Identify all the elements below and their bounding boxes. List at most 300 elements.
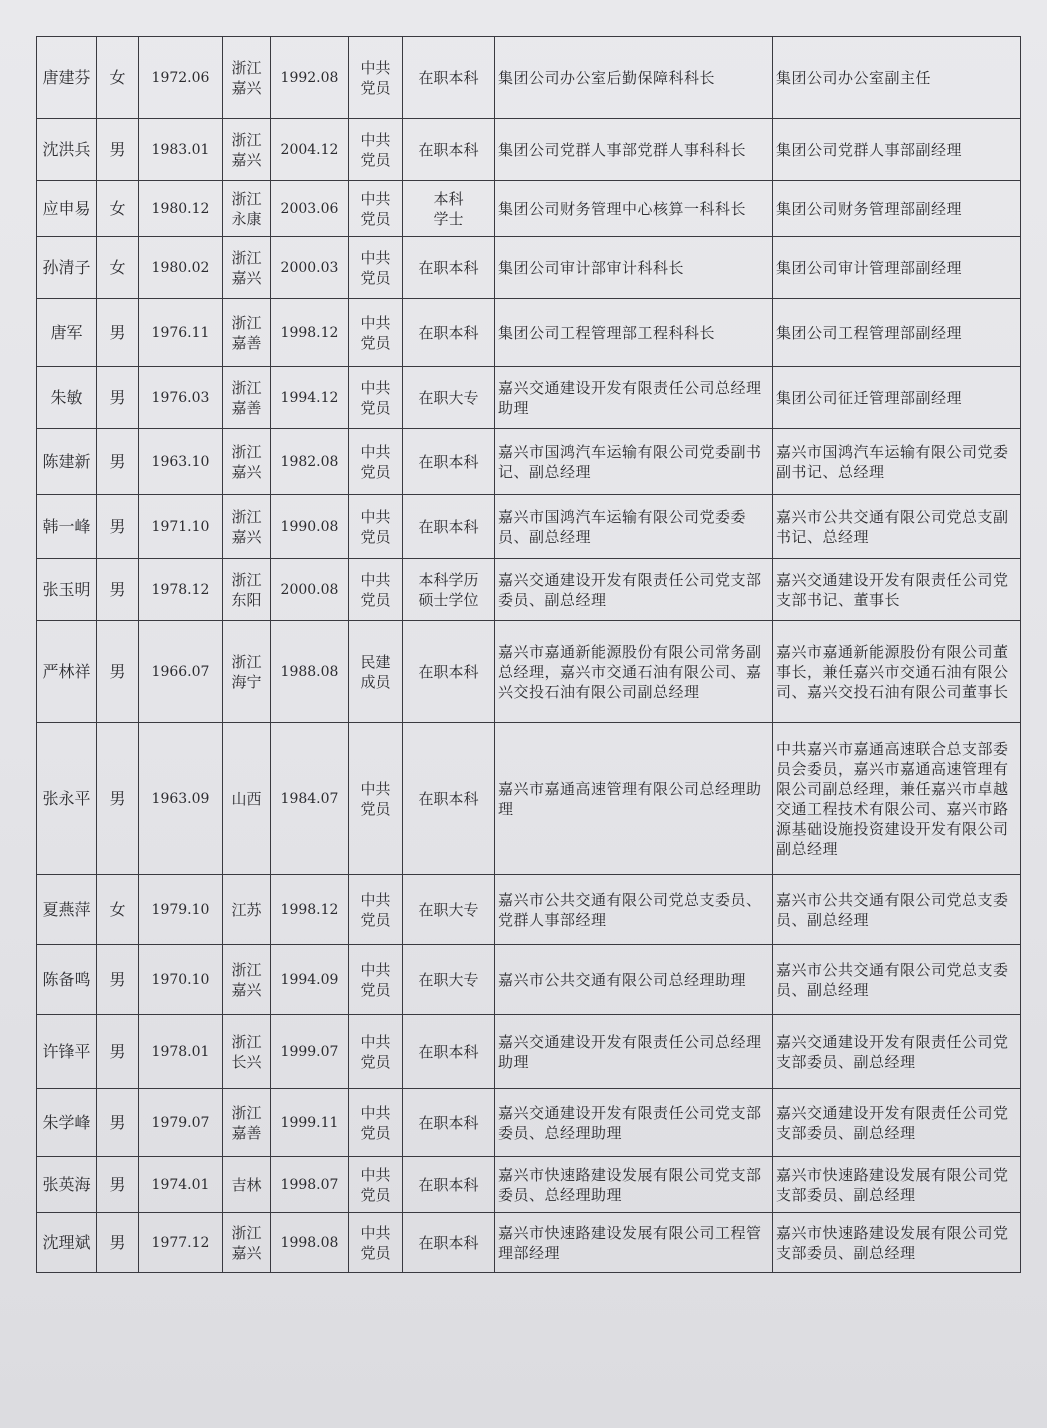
work-start-date-cell: [271, 429, 349, 495]
sex-text: 男: [109, 661, 126, 681]
proposed-position-cell: [773, 429, 1021, 495]
name-cell: [37, 181, 97, 237]
sex-text: 男: [109, 516, 126, 536]
work-start-date-text: 1998.08: [280, 1234, 339, 1251]
origin-cell: [223, 119, 271, 181]
sex-cell: [97, 559, 139, 621]
party-cell: [349, 621, 403, 723]
proposed-position-text: 嘉兴市快速路建设发展有限公司党支部委员、副总经理: [776, 1165, 1009, 1204]
education-cell: [403, 723, 495, 875]
sex-cell: [97, 495, 139, 559]
proposed-position-text: 集团公司审计管理部副经理: [776, 258, 963, 277]
proposed-position-text: 嘉兴市公共交通有限公司党总支委员、副总经理: [776, 960, 1009, 999]
sex-text: 男: [109, 969, 126, 989]
origin-text: 浙江 嘉兴: [231, 248, 262, 287]
origin-text: 浙江 嘉善: [231, 313, 262, 352]
work-start-date-cell: [271, 1015, 349, 1089]
table-row: [37, 181, 1021, 237]
origin-cell: [223, 1213, 271, 1273]
education-text: 在职本科: [418, 1113, 479, 1132]
origin-cell: [223, 181, 271, 237]
table-row: [37, 1157, 1021, 1213]
work-start-date-cell: [271, 367, 349, 429]
sex-cell: [97, 237, 139, 299]
current-position-cell: [495, 429, 773, 495]
birth-date-cell: [139, 299, 223, 367]
sex-cell: [97, 367, 139, 429]
education-cell: [403, 367, 495, 429]
table-row: [37, 621, 1021, 723]
education-text: 在职本科: [418, 1233, 479, 1252]
work-start-date-text: 1998.12: [280, 901, 339, 918]
sex-text: 男: [109, 139, 126, 159]
birth-date-text: 1963.10: [151, 453, 210, 470]
proposed-position-cell: [773, 1089, 1021, 1157]
origin-cell: [223, 723, 271, 875]
education-cell: [403, 495, 495, 559]
table-row: [37, 367, 1021, 429]
current-position-cell: [495, 1089, 773, 1157]
current-position-text: 集团公司财务管理中心核算一科科长: [498, 199, 747, 218]
party-cell: [349, 119, 403, 181]
work-start-date-text: 1988.08: [280, 663, 339, 680]
origin-cell: [223, 367, 271, 429]
current-position-cell: [495, 1157, 773, 1213]
birth-date-text: 1978.01: [151, 1043, 210, 1060]
origin-text: 浙江 长兴: [231, 1032, 262, 1071]
education-cell: [403, 299, 495, 367]
name-cell: [37, 367, 97, 429]
sex-cell: [97, 429, 139, 495]
education-cell: [403, 1213, 495, 1273]
sex-text: 男: [109, 1112, 126, 1132]
education-text: 在职本科: [418, 662, 479, 681]
table-row: [37, 237, 1021, 299]
work-start-date-text: 1999.11: [280, 1114, 339, 1131]
origin-text: 江苏: [231, 900, 262, 919]
table-row: [37, 723, 1021, 875]
sex-text: 男: [109, 322, 126, 342]
proposed-position-cell: [773, 1213, 1021, 1273]
current-position-cell: [495, 119, 773, 181]
origin-text: 浙江 嘉兴: [231, 130, 262, 169]
proposed-position-text: 嘉兴市嘉通新能源股份有限公司董事长，兼任嘉兴市交通石油有限公司、嘉兴交投石油有限公司董事长: [776, 642, 1009, 701]
table-row: [37, 945, 1021, 1015]
education-text: 在职大专: [418, 970, 479, 989]
current-position-text: 嘉兴市国鸿汽车运输有限公司党委委员、副总经理: [498, 507, 747, 546]
origin-text: 浙江 嘉善: [231, 378, 262, 417]
birth-date-text: 1977.12: [151, 1234, 210, 1251]
name-cell: [37, 237, 97, 299]
work-start-date-text: 2000.08: [280, 581, 339, 598]
proposed-position-text: 集团公司财务管理部副经理: [776, 199, 963, 218]
party-text: 中共 党员: [360, 442, 391, 481]
name-text: 唐建芬: [42, 67, 91, 87]
table-row: [37, 37, 1021, 119]
work-start-date-text: 1982.08: [280, 453, 339, 470]
current-position-cell: [495, 723, 773, 875]
work-start-date-text: 1990.08: [280, 518, 339, 535]
proposed-position-text: 集团公司征迁管理部副经理: [776, 388, 963, 407]
proposed-position-cell: [773, 723, 1021, 875]
current-position-cell: [495, 875, 773, 945]
current-position-cell: [495, 37, 773, 119]
party-text: 中共 党员: [360, 1165, 391, 1204]
education-text: 在职本科: [418, 1042, 479, 1061]
name-cell: [37, 299, 97, 367]
current-position-text: 嘉兴市快速路建设发展有限公司党支部委员、总经理助理: [498, 1165, 762, 1204]
origin-text: 浙江 海宁: [231, 652, 262, 691]
party-cell: [349, 1015, 403, 1089]
proposed-position-text: 嘉兴交通建设开发有限责任公司党支部书记、董事长: [776, 570, 1009, 609]
origin-text: 浙江 嘉兴: [231, 1223, 262, 1262]
proposed-position-cell: [773, 367, 1021, 429]
party-cell: [349, 237, 403, 299]
name-cell: [37, 429, 97, 495]
origin-text: 浙江 嘉兴: [231, 507, 262, 546]
education-cell: [403, 875, 495, 945]
sex-text: 女: [109, 899, 126, 919]
sex-cell: [97, 119, 139, 181]
name-cell: [37, 1213, 97, 1273]
sex-cell: [97, 1015, 139, 1089]
origin-cell: [223, 1157, 271, 1213]
table-row: [37, 495, 1021, 559]
current-position-cell: [495, 237, 773, 299]
origin-cell: [223, 559, 271, 621]
birth-date-cell: [139, 367, 223, 429]
name-text: 张英海: [42, 1174, 91, 1194]
origin-cell: [223, 429, 271, 495]
current-position-cell: [495, 367, 773, 429]
education-cell: [403, 119, 495, 181]
education-cell: [403, 559, 495, 621]
origin-text: 浙江 嘉兴: [231, 442, 262, 481]
party-text: 民建 成员: [360, 652, 391, 691]
name-cell: [37, 621, 97, 723]
proposed-position-text: 集团公司办公室副主任: [776, 68, 932, 87]
proposed-position-text: 嘉兴市公共交通有限公司党总支委员、副总经理: [776, 890, 1009, 929]
party-text: 中共 党员: [360, 570, 391, 609]
party-cell: [349, 875, 403, 945]
current-position-cell: [495, 495, 773, 559]
birth-date-text: 1983.01: [151, 141, 210, 158]
proposed-position-text: 嘉兴市国鸿汽车运输有限公司党委副书记、总经理: [776, 442, 1009, 481]
party-cell: [349, 1089, 403, 1157]
name-text: 张玉明: [42, 579, 91, 599]
sex-text: 女: [109, 198, 126, 218]
party-text: 中共 党员: [360, 890, 391, 929]
birth-date-text: 1979.07: [151, 1114, 210, 1131]
name-text: 许锋平: [42, 1041, 91, 1061]
birth-date-cell: [139, 875, 223, 945]
party-text: 中共 党员: [360, 1223, 391, 1262]
work-start-date-cell: [271, 1157, 349, 1213]
education-text: 本科学历 硕士学位: [418, 570, 479, 609]
sex-cell: [97, 875, 139, 945]
education-text: 在职本科: [418, 1175, 479, 1194]
current-position-text: 嘉兴市公共交通有限公司党总支委员、党群人事部经理: [498, 890, 762, 929]
work-start-date-text: 1998.07: [280, 1176, 339, 1193]
party-text: 中共 党员: [360, 130, 391, 169]
current-position-cell: [495, 1015, 773, 1089]
name-text: 朱学峰: [42, 1112, 91, 1132]
table-body: [37, 37, 1021, 1273]
party-text: 中共 党员: [360, 378, 391, 417]
work-start-date-cell: [271, 1213, 349, 1273]
birth-date-cell: [139, 495, 223, 559]
proposed-position-cell: [773, 1015, 1021, 1089]
proposed-position-text: 中共嘉兴市嘉通高速联合总支部委员会委员，嘉兴市嘉通高速管理有限公司副总经理，兼任嘉兴市卓越交通工程技术有限公司、嘉兴市路源基础设施投资建设开发有限公司副总经理: [776, 739, 1009, 858]
birth-date-text: 1976.11: [151, 324, 210, 341]
work-start-date-cell: [271, 299, 349, 367]
party-cell: [349, 495, 403, 559]
sex-text: 男: [109, 1174, 126, 1194]
education-cell: [403, 621, 495, 723]
birth-date-cell: [139, 1015, 223, 1089]
sex-text: 女: [109, 257, 126, 277]
birth-date-cell: [139, 1089, 223, 1157]
education-cell: [403, 181, 495, 237]
name-text: 韩一峰: [42, 516, 91, 536]
current-position-text: 嘉兴市国鸿汽车运输有限公司党委副书记、副总经理: [498, 442, 762, 481]
work-start-date-text: 2003.06: [280, 200, 339, 217]
birth-date-text: 1963.09: [151, 790, 210, 807]
education-text: 在职本科: [418, 68, 479, 87]
party-text: 中共 党员: [360, 58, 391, 97]
name-text: 陈备鸣: [42, 969, 91, 989]
name-cell: [37, 1015, 97, 1089]
name-cell: [37, 1157, 97, 1213]
work-start-date-cell: [271, 621, 349, 723]
name-cell: [37, 945, 97, 1015]
education-cell: [403, 37, 495, 119]
proposed-position-cell: [773, 119, 1021, 181]
birth-date-text: 1974.01: [151, 1176, 210, 1193]
current-position-text: 嘉兴交通建设开发有限责任公司总经理助理: [498, 1032, 762, 1071]
work-start-date-cell: [271, 181, 349, 237]
sex-cell: [97, 621, 139, 723]
proposed-position-cell: [773, 37, 1021, 119]
work-start-date-cell: [271, 37, 349, 119]
proposed-position-text: 集团公司党群人事部副经理: [776, 140, 963, 159]
work-start-date-cell: [271, 1089, 349, 1157]
current-position-cell: [495, 181, 773, 237]
party-text: 中共 党员: [360, 189, 391, 228]
birth-date-text: 1979.10: [151, 901, 210, 918]
education-text: 本科 学士: [433, 189, 464, 228]
work-start-date-text: 1999.07: [280, 1043, 339, 1060]
name-text: 孙清子: [42, 257, 91, 277]
current-position-cell: [495, 945, 773, 1015]
proposed-position-cell: [773, 299, 1021, 367]
sex-text: 男: [109, 387, 126, 407]
party-cell: [349, 181, 403, 237]
current-position-text: 集团公司审计部审计科科长: [498, 258, 685, 277]
name-cell: [37, 495, 97, 559]
sex-text: 男: [109, 1232, 126, 1252]
origin-cell: [223, 37, 271, 119]
table-row: [37, 1015, 1021, 1089]
current-position-text: 集团公司党群人事部党群人事科科长: [498, 140, 747, 159]
party-text: 中共 党员: [360, 779, 391, 818]
birth-date-cell: [139, 181, 223, 237]
current-position-text: 嘉兴交通建设开发有限责任公司党支部委员、副总经理: [498, 570, 762, 609]
party-text: 中共 党员: [360, 1032, 391, 1071]
birth-date-cell: [139, 559, 223, 621]
party-text: 中共 党员: [360, 248, 391, 287]
proposed-position-cell: [773, 621, 1021, 723]
sex-cell: [97, 181, 139, 237]
current-position-text: 嘉兴市嘉通新能源股份有限公司常务副总经理，嘉兴市交通石油有限公司、嘉兴交投石油有限公司副总经理: [498, 642, 762, 701]
education-cell: [403, 1089, 495, 1157]
proposed-position-text: 嘉兴市公共交通有限公司党总支副书记、总经理: [776, 507, 1009, 546]
birth-date-text: 1980.02: [151, 259, 210, 276]
work-start-date-cell: [271, 119, 349, 181]
table-row: [37, 429, 1021, 495]
sex-cell: [97, 945, 139, 1015]
education-text: 在职本科: [418, 789, 479, 808]
birth-date-text: 1966.07: [151, 663, 210, 680]
work-start-date-text: 1994.12: [280, 389, 339, 406]
name-cell: [37, 119, 97, 181]
birth-date-cell: [139, 37, 223, 119]
birth-date-cell: [139, 237, 223, 299]
origin-cell: [223, 1089, 271, 1157]
name-text: 严林祥: [42, 661, 91, 681]
current-position-text: 嘉兴交通建设开发有限责任公司总经理助理: [498, 378, 762, 417]
origin-text: 浙江 嘉兴: [231, 960, 262, 999]
sex-text: 男: [109, 579, 126, 599]
current-position-text: 嘉兴市嘉通高速管理有限公司总经理助理: [498, 779, 762, 818]
birth-date-text: 1971.10: [151, 518, 210, 535]
proposed-position-text: 集团公司工程管理部副经理: [776, 323, 963, 342]
education-cell: [403, 1157, 495, 1213]
party-cell: [349, 559, 403, 621]
current-position-text: 嘉兴市公共交通有限公司总经理助理: [498, 970, 747, 989]
proposed-position-cell: [773, 495, 1021, 559]
table-row: [37, 875, 1021, 945]
education-text: 在职本科: [418, 517, 479, 536]
party-cell: [349, 1157, 403, 1213]
sex-cell: [97, 723, 139, 875]
party-cell: [349, 723, 403, 875]
current-position-cell: [495, 1213, 773, 1273]
name-text: 沈洪兵: [42, 139, 91, 159]
work-start-date-text: 1994.09: [280, 971, 339, 988]
birth-date-cell: [139, 621, 223, 723]
birth-date-cell: [139, 1213, 223, 1273]
table-row: [37, 1089, 1021, 1157]
proposed-position-text: 嘉兴交通建设开发有限责任公司党支部委员、副总经理: [776, 1103, 1009, 1142]
origin-text: 浙江 嘉善: [231, 1103, 262, 1142]
name-text: 夏燕萍: [42, 899, 91, 919]
birth-date-text: 1976.03: [151, 389, 210, 406]
proposed-position-cell: [773, 237, 1021, 299]
birth-date-cell: [139, 1157, 223, 1213]
origin-cell: [223, 495, 271, 559]
party-cell: [349, 367, 403, 429]
name-cell: [37, 723, 97, 875]
party-text: 中共 党员: [360, 960, 391, 999]
proposed-position-text: 嘉兴交通建设开发有限责任公司党支部委员、副总经理: [776, 1032, 1009, 1071]
party-cell: [349, 429, 403, 495]
sex-text: 男: [109, 788, 126, 808]
name-cell: [37, 1089, 97, 1157]
education-text: 在职大专: [418, 900, 479, 919]
education-text: 在职本科: [418, 258, 479, 277]
birth-date-text: 1980.12: [151, 200, 210, 217]
birth-date-cell: [139, 429, 223, 495]
education-text: 在职本科: [418, 323, 479, 342]
proposed-position-cell: [773, 1157, 1021, 1213]
sex-text: 男: [109, 1041, 126, 1061]
education-text: 在职大专: [418, 388, 479, 407]
current-position-text: 嘉兴交通建设开发有限责任公司党支部委员、总经理助理: [498, 1103, 762, 1142]
birth-date-cell: [139, 119, 223, 181]
work-start-date-text: 2000.03: [280, 259, 339, 276]
party-text: 中共 党员: [360, 507, 391, 546]
origin-text: 吉林: [231, 1175, 262, 1194]
sex-cell: [97, 1157, 139, 1213]
work-start-date-text: 1984.07: [280, 790, 339, 807]
party-text: 中共 党员: [360, 313, 391, 352]
sex-cell: [97, 1089, 139, 1157]
education-cell: [403, 945, 495, 1015]
name-text: 朱敏: [50, 387, 83, 407]
origin-cell: [223, 237, 271, 299]
party-cell: [349, 1213, 403, 1273]
proposed-position-cell: [773, 181, 1021, 237]
birth-date-text: 1972.06: [151, 69, 210, 86]
name-cell: [37, 559, 97, 621]
sex-cell: [97, 37, 139, 119]
party-cell: [349, 945, 403, 1015]
table-row: [37, 559, 1021, 621]
current-position-text: 嘉兴市快速路建设发展有限公司工程管理部经理: [498, 1223, 762, 1262]
work-start-date-text: 1998.12: [280, 324, 339, 341]
table-row: [37, 1213, 1021, 1273]
education-cell: [403, 429, 495, 495]
sex-text: 男: [109, 451, 126, 471]
education-cell: [403, 1015, 495, 1089]
origin-cell: [223, 875, 271, 945]
origin-cell: [223, 945, 271, 1015]
work-start-date-cell: [271, 237, 349, 299]
name-cell: [37, 37, 97, 119]
birth-date-text: 1978.12: [151, 581, 210, 598]
proposed-position-text: 嘉兴市快速路建设发展有限公司党支部委员、副总经理: [776, 1223, 1009, 1262]
current-position-text: 集团公司工程管理部工程科科长: [498, 323, 716, 342]
proposed-position-cell: [773, 945, 1021, 1015]
birth-date-cell: [139, 945, 223, 1015]
education-text: 在职本科: [418, 140, 479, 159]
birth-date-cell: [139, 723, 223, 875]
work-start-date-cell: [271, 945, 349, 1015]
origin-text: 浙江 永康: [231, 189, 262, 228]
name-text: 沈理斌: [42, 1232, 91, 1252]
table-row: [37, 119, 1021, 181]
current-position-cell: [495, 559, 773, 621]
personnel-table: [36, 36, 1021, 1273]
name-text: 应申易: [42, 198, 91, 218]
sex-cell: [97, 1213, 139, 1273]
work-start-date-text: 2004.12: [280, 141, 339, 158]
work-start-date-cell: [271, 723, 349, 875]
current-position-cell: [495, 621, 773, 723]
origin-cell: [223, 299, 271, 367]
name-text: 张永平: [42, 788, 91, 808]
